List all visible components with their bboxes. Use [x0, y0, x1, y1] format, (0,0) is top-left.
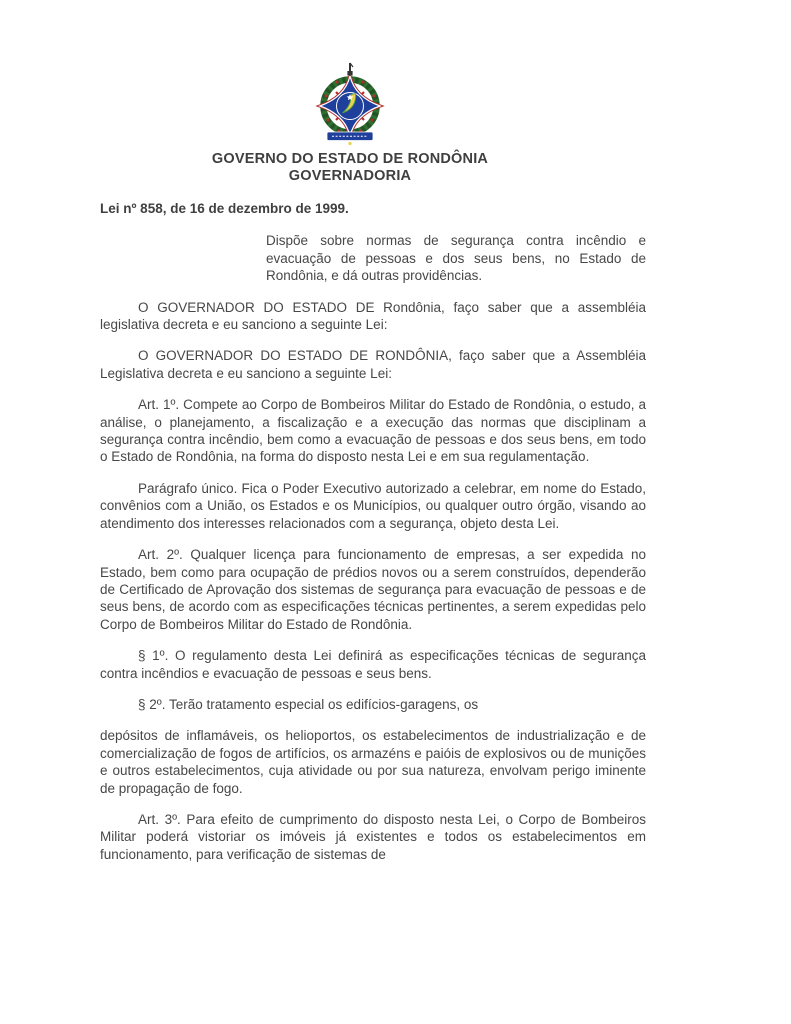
document-body	[100, 200, 646, 863]
paragraph: O GOVERNADOR DO ESTADO DE Rondônia, faço saber que a assembléia legislativa decreta e eu sanciono a seguinte Lei:	[100, 299, 646, 333]
org-name-line2: GOVERNADORIA	[288, 168, 412, 184]
paragraph: depósitos de inflamáveis, os helioportos, os estabelecimentos de industrialização e de comercialização de fogos de artifícios, os armazéns e paióis de explosivos ou de munições e outros estabelecimentos, cuja atividade ou por sua natureza, envolvam perigo iminente de propagação de fogo.	[100, 728, 646, 796]
banner-scroll	[327, 132, 373, 145]
law-title: Lei nº 858, de 16 de dezembro de 1999.	[100, 201, 349, 216]
paragraph: § 2º. Terão tratamento especial os edifícios-garagens, os	[138, 696, 479, 712]
paragraph: § 1º. O regulamento desta Lei definirá as especificações técnicas de segurança contra incêndios e evacuação de pessoas e seus bens.	[100, 648, 646, 681]
law-paragraphs	[100, 299, 646, 864]
paragraph: Art. 1º. Compete ao Corpo de Bombeiros Militar do Estado de Rondônia, o estudo, a análise, o planejamento, a fiscalização e a execução das normas que disciplinam a segurança contra incêndio, bem como a evacuação de pessoas e dos seus bens, em todo o Estado de Rondônia, na forma do disposto nesta Lei e em sua regulamentação.	[100, 397, 646, 465]
paragraph: Art. 2º. Qualquer licença para funcionamento de empresas, a ser expedida no Estado, bem como para ocupação de prédios novos ou a serem construídos, dependerão de Certificado de Aprovação dos sistemas de segurança para evacuação de pessoas e de seus bens, de acordo com as especificações técnicas pertinentes, a serem expedidas pelo Corpo de Bombeiros Militar do Estado de Rondônia.	[100, 547, 646, 632]
org-name-line1: GOVERNO DO ESTADO DE RONDÔNIA	[211, 151, 489, 167]
org-header	[0, 151, 700, 185]
central-disc	[337, 93, 364, 120]
tassel-icon	[348, 142, 351, 145]
law-summary-ementa: Dispõe sobre normas de segurança contra incêndio e evacuação de pessoas e dos seus bens, no Estado de Rondônia, e dá outras providências.	[266, 233, 646, 284]
paragraph: Art. 3º. Para efeito de cumprimento do disposto nesta Lei, o Corpo de Bombeiros Militar poderá vistoriar os imóveis já existentes e todos os estabelecimentos em funcionamento, para verificação de sistemas de	[100, 811, 646, 862]
paragraph: O GOVERNADOR DO ESTADO DE RONDÔNIA, faço saber que a Assembléia Legislativa decreta e eu sanciono a seguinte Lei:	[100, 348, 646, 381]
paragraph: Parágrafo único. Fica o Poder Executivo autorizado a celebrar, em nome do Estado, convênios com a União, os Estados e os Municípios, ou qualquer outro órgão, visando ao atendimento dos interesses relacionados com a segurança, objeto desta Lei.	[100, 480, 646, 531]
rondonia-coat-of-arms-icon	[306, 62, 394, 146]
